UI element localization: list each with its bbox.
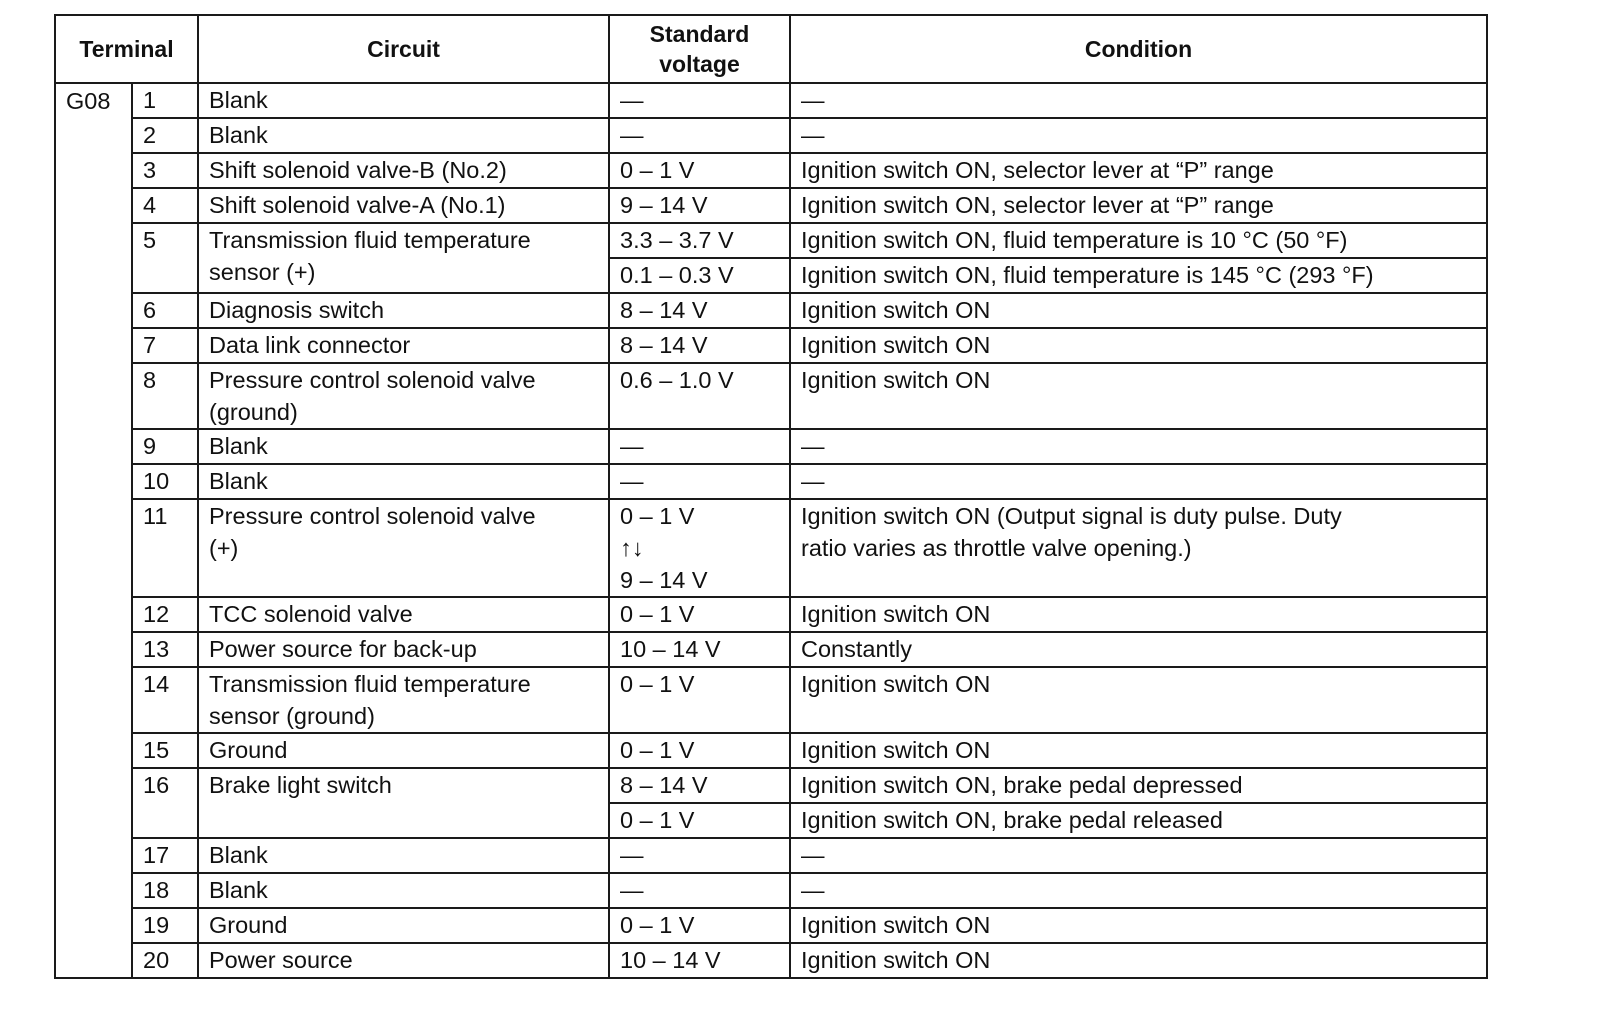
circuit-line: Brake light switch [209, 772, 392, 798]
circuit-line: (+) [209, 535, 239, 561]
condition-cell [790, 873, 1487, 908]
voltage-line: — [620, 468, 644, 494]
condition-line: Ignition switch ON, brake pedal depressed [801, 772, 1243, 798]
table-row [55, 118, 1487, 153]
table-row [55, 429, 1487, 464]
table-row [55, 838, 1487, 873]
terminal-voltage-table-container [54, 14, 1486, 979]
header-row [55, 15, 1487, 83]
circuit-cell [198, 223, 609, 293]
connector-cell: G08 [55, 83, 132, 978]
condition-cell [790, 499, 1487, 597]
circuit-cell [198, 733, 609, 768]
circuit-line: Transmission fluid temperature [209, 671, 531, 697]
voltage-line: 9 – 14 V [620, 192, 708, 218]
standard-voltage-cell [609, 258, 790, 293]
condition-cell [790, 667, 1487, 733]
condition-line: — [801, 87, 825, 113]
terminal-voltage-table [54, 14, 1488, 979]
standard-voltage-cell [609, 223, 790, 258]
voltage-line: — [620, 877, 644, 903]
condition-cell [790, 363, 1487, 429]
table-row [55, 873, 1487, 908]
condition-cell [790, 908, 1487, 943]
voltage-line: 0 – 1 V [620, 671, 695, 697]
terminal-number-cell: 10 [132, 464, 198, 499]
standard-voltage-cell [609, 873, 790, 908]
circuit-line: sensor (+) [209, 259, 316, 285]
circuit-cell [198, 464, 609, 499]
circuit-line: Transmission fluid temperature [209, 227, 531, 253]
terminal-number-cell: 9 [132, 429, 198, 464]
terminal-number-cell: 5 [132, 223, 198, 293]
standard-voltage-cell [609, 83, 790, 118]
terminal-number-cell: 18 [132, 873, 198, 908]
voltage-line: 0.1 – 0.3 V [620, 262, 734, 288]
condition-line: Constantly [801, 636, 913, 662]
condition-cell [790, 838, 1487, 873]
condition-line: — [801, 468, 825, 494]
condition-cell [790, 733, 1487, 768]
voltage-line: 10 – 14 V [620, 947, 721, 973]
table-row [55, 363, 1487, 429]
condition-line: Ignition switch ON [801, 297, 991, 323]
standard-voltage-cell [609, 838, 790, 873]
circuit-line: (ground) [209, 399, 298, 425]
condition-cell [790, 153, 1487, 188]
table-row [55, 597, 1487, 632]
standard-voltage-cell [609, 464, 790, 499]
circuit-cell [198, 429, 609, 464]
standard-voltage-cell [609, 908, 790, 943]
condition-line: Ignition switch ON [801, 601, 991, 627]
voltage-line: 3.3 – 3.7 V [620, 227, 734, 253]
standard-voltage-cell [609, 153, 790, 188]
condition-line: Ignition switch ON [801, 912, 991, 938]
table-row [55, 223, 1487, 258]
terminal-number-cell: 7 [132, 328, 198, 363]
condition-cell [790, 803, 1487, 838]
condition-cell [790, 188, 1487, 223]
voltage-line: 0 – 1 V [620, 807, 695, 833]
terminal-number-cell: 20 [132, 943, 198, 978]
header-condition: Condition [790, 15, 1487, 83]
circuit-cell [198, 908, 609, 943]
condition-cell [790, 632, 1487, 667]
condition-line: Ignition switch ON [801, 947, 991, 973]
terminal-number-cell: 15 [132, 733, 198, 768]
circuit-cell [198, 768, 609, 838]
standard-voltage-cell [609, 768, 790, 803]
circuit-line: Pressure control solenoid valve [209, 367, 536, 393]
table-row [55, 632, 1487, 667]
terminal-number-cell: 13 [132, 632, 198, 667]
voltage-line: 0 – 1 V [620, 601, 695, 627]
condition-cell [790, 293, 1487, 328]
circuit-line: sensor (ground) [209, 703, 375, 729]
circuit-cell [198, 83, 609, 118]
table-row [55, 908, 1487, 943]
condition-line: — [801, 122, 825, 148]
header-terminal: Terminal [55, 15, 198, 83]
circuit-line: Blank [209, 842, 268, 868]
terminal-number-cell: 16 [132, 768, 198, 838]
circuit-line: Diagnosis switch [209, 297, 385, 323]
standard-voltage-cell [609, 597, 790, 632]
circuit-cell [198, 153, 609, 188]
voltage-line: ↑↓ [620, 535, 644, 561]
circuit-cell [198, 838, 609, 873]
condition-line: — [801, 433, 825, 459]
circuit-line: Shift solenoid valve-B (No.2) [209, 157, 507, 183]
terminal-number-cell: 8 [132, 363, 198, 429]
terminal-number-cell: 1 [132, 83, 198, 118]
circuit-line: Data link connector [209, 332, 411, 358]
circuit-cell [198, 188, 609, 223]
terminal-number-cell: 2 [132, 118, 198, 153]
condition-cell [790, 597, 1487, 632]
standard-voltage-cell [609, 363, 790, 429]
circuit-line: Power source for back-up [209, 636, 477, 662]
condition-cell [790, 943, 1487, 978]
voltage-line: 0 – 1 V [620, 503, 695, 529]
voltage-line: 0 – 1 V [620, 157, 695, 183]
header-standard-voltage [609, 15, 790, 83]
circuit-line: Ground [209, 737, 288, 763]
voltage-line: 8 – 14 V [620, 297, 708, 323]
voltage-line: 9 – 14 V [620, 567, 708, 593]
circuit-line: Blank [209, 877, 268, 903]
condition-cell [790, 83, 1487, 118]
header-voltage-line2: voltage [659, 51, 740, 77]
standard-voltage-cell [609, 293, 790, 328]
condition-line: Ignition switch ON, fluid temperature is 10 °C (50 °F) [801, 227, 1348, 253]
table-row [55, 293, 1487, 328]
standard-voltage-cell [609, 328, 790, 363]
circuit-cell [198, 363, 609, 429]
voltage-line: — [620, 842, 644, 868]
circuit-cell [198, 328, 609, 363]
condition-line: Ignition switch ON [801, 367, 991, 393]
condition-line: Ignition switch ON [801, 671, 991, 697]
terminal-number-cell: 3 [132, 153, 198, 188]
table-row [55, 464, 1487, 499]
condition-cell [790, 464, 1487, 499]
voltage-line: — [620, 433, 644, 459]
condition-line: Ignition switch ON, brake pedal released [801, 807, 1223, 833]
table-row [55, 188, 1487, 223]
standard-voltage-cell [609, 499, 790, 597]
condition-line: Ignition switch ON [801, 332, 991, 358]
terminal-number-cell: 6 [132, 293, 198, 328]
condition-cell [790, 768, 1487, 803]
condition-cell [790, 223, 1487, 258]
standard-voltage-cell [609, 429, 790, 464]
terminal-number-cell: 17 [132, 838, 198, 873]
voltage-line: 0.6 – 1.0 V [620, 367, 734, 393]
voltage-line: — [620, 87, 644, 113]
table-body [55, 83, 1487, 978]
circuit-cell [198, 667, 609, 733]
terminal-number-cell: 14 [132, 667, 198, 733]
circuit-cell [198, 499, 609, 597]
voltage-line: — [620, 122, 644, 148]
circuit-cell [198, 943, 609, 978]
standard-voltage-cell [609, 118, 790, 153]
circuit-line: Blank [209, 433, 268, 459]
table-row [55, 153, 1487, 188]
table-header [55, 15, 1487, 83]
voltage-line: 10 – 14 V [620, 636, 721, 662]
condition-line: ratio varies as throttle valve opening.) [801, 535, 1192, 561]
condition-line: Ignition switch ON (Output signal is duty pulse. Duty [801, 503, 1342, 529]
condition-line: Ignition switch ON, selector lever at “P” range [801, 192, 1274, 218]
circuit-line: Ground [209, 912, 288, 938]
terminal-number-cell: 4 [132, 188, 198, 223]
circuit-cell [198, 118, 609, 153]
voltage-line: 8 – 14 V [620, 772, 708, 798]
voltage-line: 0 – 1 V [620, 912, 695, 938]
table-row [55, 733, 1487, 768]
circuit-line: Blank [209, 468, 268, 494]
terminal-number-cell: 12 [132, 597, 198, 632]
standard-voltage-cell [609, 733, 790, 768]
standard-voltage-cell [609, 803, 790, 838]
condition-cell [790, 328, 1487, 363]
terminal-number-cell: 19 [132, 908, 198, 943]
condition-line: Ignition switch ON, fluid temperature is 145 °C (293 °F) [801, 262, 1374, 288]
table-row [55, 499, 1487, 597]
table-row [55, 83, 1487, 118]
voltage-line: 0 – 1 V [620, 737, 695, 763]
table-row [55, 943, 1487, 978]
standard-voltage-cell [609, 632, 790, 667]
circuit-line: Blank [209, 122, 268, 148]
condition-line: Ignition switch ON, selector lever at “P” range [801, 157, 1274, 183]
terminal-number-cell: 11 [132, 499, 198, 597]
condition-line: — [801, 877, 825, 903]
condition-line: — [801, 842, 825, 868]
circuit-line: Power source [209, 947, 353, 973]
circuit-line: Blank [209, 87, 268, 113]
circuit-line: Shift solenoid valve-A (No.1) [209, 192, 506, 218]
circuit-line: Pressure control solenoid valve [209, 503, 536, 529]
circuit-cell [198, 873, 609, 908]
condition-cell [790, 429, 1487, 464]
standard-voltage-cell [609, 943, 790, 978]
circuit-line: TCC solenoid valve [209, 601, 413, 627]
header-circuit: Circuit [198, 15, 609, 83]
voltage-line: 8 – 14 V [620, 332, 708, 358]
standard-voltage-cell [609, 667, 790, 733]
condition-cell [790, 258, 1487, 293]
condition-cell [790, 118, 1487, 153]
standard-voltage-cell [609, 188, 790, 223]
circuit-cell [198, 597, 609, 632]
table-row [55, 328, 1487, 363]
condition-line: Ignition switch ON [801, 737, 991, 763]
circuit-cell [198, 293, 609, 328]
table-row [55, 768, 1487, 803]
circuit-cell [198, 632, 609, 667]
table-row [55, 667, 1487, 733]
header-voltage-line1: Standard [649, 21, 750, 47]
